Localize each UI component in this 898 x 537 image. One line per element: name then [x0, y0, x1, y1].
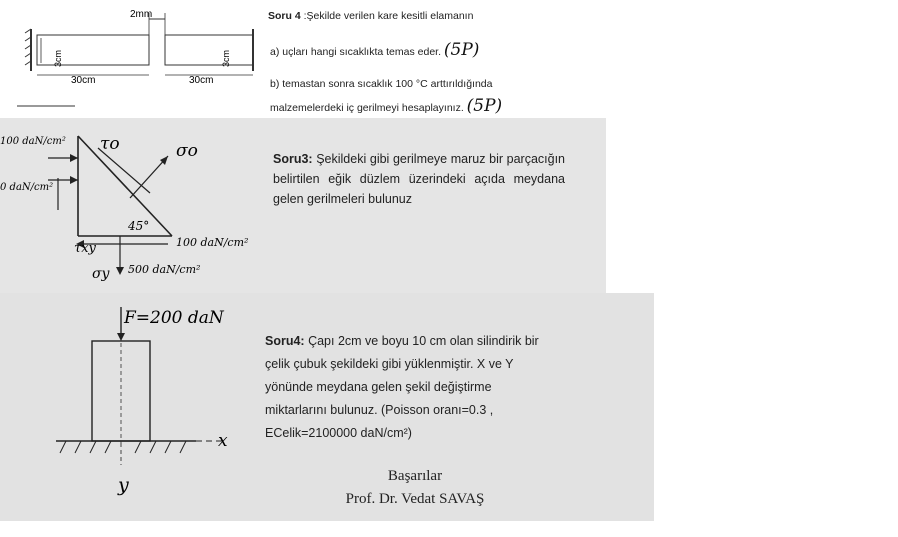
sigma0-label: σo	[176, 141, 198, 161]
q4-part-b-line2: malzemelerdeki iç gerilmeyi hesaplayınız.	[270, 102, 464, 114]
stress-element-figure	[0, 118, 270, 295]
q4-title-text: :Şekilde verilen kare kesitli elamanın	[300, 10, 474, 22]
sigma-y-label: σy	[92, 266, 110, 282]
left-height-dimension: 3cm	[53, 49, 63, 67]
q4-label: Soru 4	[268, 10, 301, 22]
q4-part-a-text: a) uçları hangi sıcaklıkta temas eder.	[270, 46, 441, 58]
tau-xy-label: τxy	[74, 241, 96, 256]
soru4-line3: yönünde meydana gelen şekil değiştirme	[265, 380, 492, 394]
soru4-text	[265, 330, 577, 445]
q4-part-b-line1: b) temastan sonra sıcaklık 100 °C arttırıldığında	[270, 78, 493, 90]
q4-part-b	[270, 73, 570, 119]
soru3-label: Soru3:	[273, 152, 313, 166]
soru4-line4: miktarlarını bulunuz. (Poisson oranı=0.3 ,	[265, 403, 494, 417]
angle-label: 45°	[128, 219, 150, 233]
x-axis-label: x	[218, 431, 228, 451]
soru3-body: Şekildeki gibi gerilmeye maruz bir parçacığın belirtilen eğik düzlem üzerindeki açıda meydana gelen gerilmeleri bulunuz	[273, 152, 565, 206]
tau0-label: τo	[100, 134, 120, 154]
soru4-label: Soru4:	[265, 334, 305, 348]
gap-dimension: 2mm	[130, 9, 153, 20]
y-axis-label: y	[118, 474, 129, 496]
soru4-line5: ECelik=2100000 daN/cm²)	[265, 426, 412, 440]
signature-block	[330, 468, 500, 508]
soru3-text	[273, 149, 565, 209]
soru4-line1: Çapı 2cm ve boyu 10 cm olan silindirik bir	[304, 334, 539, 348]
right-height-dimension: 3cm	[221, 49, 231, 67]
right-load: 100 daN/cm²	[176, 236, 249, 249]
soru4-line2: çelik çubuk şekildeki gibi yüklenmiştir. X ve Y	[265, 357, 514, 371]
q4-part-b-points: (5P)	[466, 96, 503, 116]
left-length-dimension: 30cm	[71, 75, 96, 86]
signature-name: Prof. Dr. Vedat SAVAŞ	[345, 491, 485, 507]
bottom-load: 500 daN/cm²	[128, 263, 201, 276]
q4-title	[268, 10, 473, 22]
top-left-load: 100 daN/cm²	[0, 136, 66, 147]
force-label: F=200 daN	[124, 308, 224, 328]
thermal-bar-figure	[15, 5, 260, 115]
right-length-dimension: 30cm	[189, 75, 214, 86]
mid-left-load: 0 daN/cm²	[0, 182, 54, 193]
signature-wish: Başarılar	[387, 468, 443, 484]
q4-part-a	[270, 40, 479, 60]
cylinder-figure	[0, 293, 260, 521]
q4-part-a-points: (5P)	[443, 40, 480, 60]
